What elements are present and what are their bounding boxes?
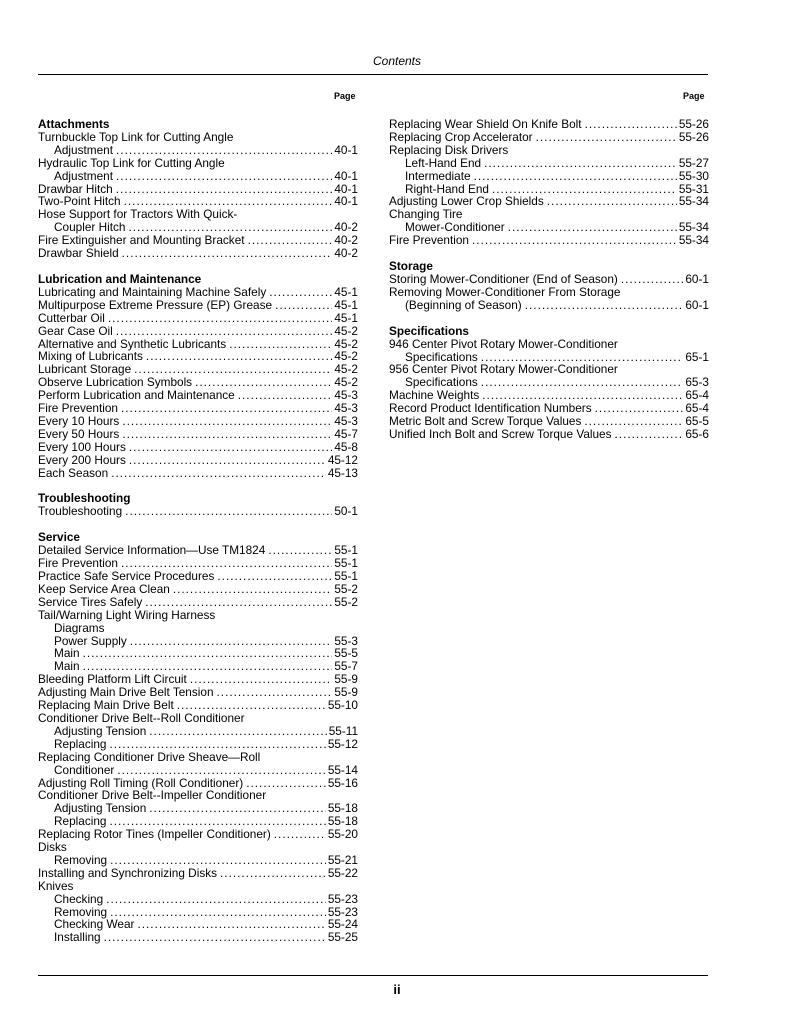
toc-section (389, 118, 709, 247)
dot-leader (269, 286, 332, 299)
toc-page-number: 55-22 (327, 865, 358, 880)
toc-page-number: 65-1 (685, 349, 709, 364)
toc-page-number: 45-1 (334, 310, 358, 325)
toc-entry-title: Fire Prevention (38, 401, 118, 416)
toc-entry[interactable] (38, 609, 358, 622)
toc-page-number: 45-3 (334, 413, 358, 428)
toc-entry[interactable] (38, 622, 358, 635)
toc-entry[interactable] (38, 867, 358, 880)
section-heading: Specifications (389, 323, 469, 338)
toc-page-number: 40-2 (334, 233, 358, 248)
toc-entry[interactable] (389, 234, 709, 247)
toc-page-number: 55-11 (328, 723, 358, 738)
toc-entry[interactable] (38, 828, 358, 841)
dot-leader (116, 325, 333, 338)
dot-leader (621, 273, 684, 286)
toc-entry-title: Adjustment (54, 168, 114, 183)
toc-page-number: 40-1 (334, 194, 358, 209)
dot-leader (110, 854, 326, 867)
toc-entry-title: Bleeding Platform Lift Circuit (38, 672, 187, 687)
toc-entry-title: Drawbar Hitch (38, 181, 113, 196)
toc-entry[interactable] (38, 505, 358, 518)
dot-leader (472, 234, 677, 247)
toc-entry-title: Observe Lubrication Symbols (38, 375, 193, 390)
toc-entry-title: Drawbar Shield (38, 246, 119, 261)
toc-entry-title: Multipurpose Extreme Pressure (EP) Grease (38, 297, 273, 312)
toc-entry-title: Alternative and Synthetic Lubricants (38, 336, 227, 351)
dot-leader (145, 596, 332, 609)
toc-page-number: 55-20 (327, 827, 358, 842)
toc-page-number: 55-14 (327, 762, 358, 777)
toc-page-number: 55-12 (327, 736, 358, 751)
toc-page-number: 45-3 (334, 401, 358, 416)
dot-leader (146, 350, 332, 363)
toc-entry-title: Every 200 Hours (38, 452, 126, 467)
toc-entry-title: Fire Extinguisher and Mounting Bracket (38, 233, 245, 248)
toc-entry[interactable] (38, 144, 358, 157)
toc-column-right (389, 118, 709, 441)
toc-entry-title: Checking (54, 891, 104, 906)
toc-page-number: 55-23 (327, 904, 358, 919)
toc-entry-title: Diagrams (54, 620, 105, 635)
dot-leader (122, 415, 332, 428)
toc-entry-title: Adjusting Main Drive Belt Tension (38, 685, 214, 700)
toc-entry-title: Conditioner (54, 762, 115, 777)
dot-leader (149, 802, 326, 815)
dot-leader (137, 918, 325, 931)
toc-page-number: 45-2 (334, 323, 358, 338)
toc-entry[interactable] (38, 596, 358, 609)
toc-page-number: 55-3 (334, 633, 358, 648)
toc-page-number: 45-2 (334, 349, 358, 364)
toc-page-number: 55-9 (334, 685, 358, 700)
toc-page-number: 55-1 (334, 556, 358, 571)
toc-page-number: 65-3 (685, 375, 709, 390)
toc-section (38, 492, 358, 518)
toc-entry[interactable] (389, 273, 709, 286)
toc-entry-title: Adjusting Tension (54, 801, 147, 816)
toc-entry-title: Changing Tire (389, 207, 463, 222)
dot-leader (508, 221, 677, 234)
dot-leader (117, 764, 325, 777)
toc-page-number: 45-3 (334, 388, 358, 403)
toc-entry-title: Hydraulic Top Link for Cutting Angle (38, 155, 225, 170)
toc-page-number: 60-1 (685, 271, 709, 286)
toc-page-number: 65-6 (685, 426, 709, 441)
toc-entry-title: Checking Wear (54, 917, 135, 932)
toc-entry-title: Main (54, 646, 80, 661)
toc-entry[interactable] (38, 854, 358, 867)
dot-leader (474, 170, 677, 183)
dot-leader (584, 415, 683, 428)
toc-page-number: 55-34 (678, 194, 709, 209)
toc-entry-title: Each Season (38, 465, 109, 480)
dot-leader (217, 570, 332, 583)
toc-page-number: 55-1 (334, 569, 358, 583)
toc-entry-title: Intermediate (405, 168, 471, 183)
toc-entry-title: Mixing of Lubricants (38, 349, 143, 364)
toc-entry-title: Knives (38, 878, 74, 893)
toc-entry[interactable] (38, 893, 358, 906)
toc-page-number: 45-7 (334, 426, 358, 441)
toc-entry[interactable] (389, 415, 709, 428)
toc-page-number: 55-27 (678, 155, 709, 170)
toc-page-number: 40-1 (334, 142, 358, 157)
toc-entry-title: Practice Safe Service Procedures (38, 569, 215, 583)
dot-leader (129, 454, 326, 467)
toc-entry-title: Every 10 Hours (38, 413, 120, 428)
toc-column-left (38, 118, 358, 944)
toc-entry[interactable] (38, 647, 358, 660)
dot-leader (106, 893, 326, 906)
toc-entry-title: Replacing Crop Accelerator (389, 129, 533, 144)
toc-page-number: 55-5 (334, 646, 358, 661)
toc-entry[interactable] (38, 428, 358, 441)
toc-entry-title: Hose Support for Tractors With Quick- (38, 207, 238, 222)
toc-entry[interactable] (38, 299, 358, 312)
dot-leader (217, 686, 333, 699)
footer-rule (38, 975, 708, 976)
toc-entry[interactable] (38, 247, 358, 260)
dot-leader (104, 931, 326, 944)
toc-entry[interactable] (38, 312, 358, 325)
toc-page-number: 55-16 (327, 775, 358, 790)
toc-entry[interactable] (389, 144, 709, 157)
dot-leader (116, 144, 332, 157)
dot-leader (111, 467, 326, 480)
toc-page-number: 40-1 (334, 181, 358, 196)
toc-entry-title: Service Tires Safely (38, 594, 143, 609)
toc-page-number: 40-1 (334, 168, 358, 183)
toc-entry[interactable] (38, 880, 358, 893)
toc-page-number: 65-4 (685, 401, 709, 416)
toc-entry-title: 946 Center Pivot Rotary Mower-Conditioner (389, 336, 618, 351)
toc-entry[interactable] (389, 428, 709, 441)
dot-leader (238, 389, 333, 402)
toc-entry[interactable] (38, 931, 358, 944)
running-header-title: Contents (372, 54, 422, 68)
toc-entry-title: 956 Center Pivot Rotary Mower-Conditioner (389, 362, 618, 377)
toc-entry-title: Replacing Conditioner Drive Sheave—Roll (38, 749, 261, 764)
toc-page-number: 55-21 (327, 852, 358, 867)
toc-entry-title: Replacing Rotor Tines (Impeller Conditioner) (38, 827, 271, 842)
dot-leader (149, 725, 326, 738)
toc-page-number: 55-9 (334, 672, 358, 687)
toc-entry-title: Installing and Synchronizing Disks (38, 865, 218, 880)
toc-page-number: 55-2 (334, 581, 358, 596)
toc-entry-title: Removing (54, 904, 108, 919)
toc-entry[interactable] (38, 570, 358, 583)
page-column-label-left: Page (334, 91, 356, 101)
toc-page-number: 65-4 (685, 388, 709, 403)
toc-entry-title: Lubricant Storage (38, 362, 132, 377)
toc-entry[interactable] (38, 751, 358, 764)
dot-leader (481, 376, 684, 389)
dot-leader (110, 906, 326, 919)
toc-entry-title: Specifications (405, 375, 478, 390)
toc-page-number: 45-2 (334, 375, 358, 390)
toc-entry[interactable] (389, 299, 709, 312)
toc-entry[interactable] (389, 157, 709, 170)
dot-leader (108, 312, 333, 325)
dot-leader (122, 247, 333, 260)
toc-entry[interactable] (38, 583, 358, 596)
toc-entry[interactable] (389, 286, 709, 299)
toc-entry[interactable] (38, 325, 358, 338)
toc-entry[interactable] (38, 131, 358, 144)
toc-entry-title: Adjusting Tension (54, 723, 147, 738)
toc-entry-title: Two-Point Hitch (38, 194, 121, 209)
toc-entry[interactable] (38, 635, 358, 648)
dot-leader (525, 299, 684, 312)
toc-section (38, 118, 358, 260)
toc-entry-title: Troubleshooting (38, 504, 123, 519)
toc-entry[interactable] (389, 170, 709, 183)
section-heading: Storage (389, 259, 433, 274)
toc-page-number: 45-1 (334, 297, 358, 312)
toc-entry-title: Tail/Warning Light Wiring Harness (38, 607, 216, 622)
toc-page-number: 45-12 (327, 452, 358, 467)
dot-leader (547, 195, 677, 208)
page-column-label-right: Page (683, 91, 705, 101)
toc-entry-title: Specifications (405, 349, 478, 364)
toc-page-number: 55-30 (678, 168, 709, 183)
toc-entry-title: Right-Hand End (405, 181, 489, 196)
dot-leader (130, 635, 333, 648)
toc-entry-title: Machine Weights (389, 388, 480, 403)
toc-page-number: 55-10 (327, 698, 358, 713)
toc-page-number: 40-2 (334, 220, 358, 235)
toc-entry-title: Replacing (54, 736, 107, 751)
dot-leader (125, 505, 332, 518)
toc-page-number: 55-34 (678, 220, 709, 235)
toc-entry-title: Every 100 Hours (38, 439, 126, 454)
toc-entry-title: Adjusting Lower Crop Shields (389, 194, 544, 209)
dot-leader (268, 544, 332, 557)
toc-entry-title: Conditioner Drive Belt--Impeller Conditioner (38, 788, 267, 803)
toc-page-number: 55-1 (334, 543, 358, 558)
toc-entry-title: Installing (54, 930, 101, 945)
toc-entry[interactable] (38, 467, 358, 480)
toc-entry[interactable] (38, 402, 358, 415)
toc-page-number: 55-26 (678, 117, 709, 131)
section-heading: Troubleshooting (38, 491, 131, 506)
toc-entry-title: Gear Case Oil (38, 323, 113, 338)
toc-entry[interactable] (38, 157, 358, 170)
toc-page-number: 55-26 (678, 129, 709, 144)
dot-leader (109, 738, 325, 751)
page-folio: ii (393, 982, 401, 997)
toc-entry-title: (Beginning of Season) (405, 297, 522, 312)
toc-entry[interactable] (38, 841, 358, 854)
section-heading: Attachments (38, 117, 110, 131)
header-rule (38, 74, 708, 75)
toc-entry-title: Perform Lubrication and Maintenance (38, 388, 235, 403)
toc-page-number: 65-5 (685, 414, 709, 429)
toc-section (389, 325, 709, 441)
toc-entry[interactable] (38, 764, 358, 777)
toc-entry-title: Replacing Wear Shield On Knife Bolt (389, 117, 582, 131)
toc-page-number: 55-7 (334, 659, 358, 674)
toc-page-number: 45-13 (327, 465, 358, 480)
dot-leader (615, 428, 684, 441)
toc-entry-title: Replacing Disk Drivers (389, 142, 509, 157)
toc-page-number: 40-2 (334, 246, 358, 261)
toc-section (38, 531, 358, 944)
toc-section (389, 260, 709, 312)
toc-entry-title: Left-Hand End (405, 155, 482, 170)
toc-entry-title: Removing (54, 852, 108, 867)
section-heading: Service (38, 530, 80, 545)
toc-page-number: 45-8 (334, 439, 358, 454)
toc-entry-title: Cutterbar Oil (38, 310, 105, 325)
dot-leader (121, 402, 332, 415)
toc-entry-title: Detailed Service Information—Use TM1824 (38, 543, 266, 558)
toc-page-number: 55-18 (327, 814, 358, 829)
dot-leader (248, 234, 333, 247)
toc-page-number: 60-1 (685, 297, 709, 312)
toc-entry-title: Lubricating and Maintaining Machine Safely (38, 284, 267, 299)
dot-leader (274, 828, 326, 841)
toc-page-number: 55-23 (327, 891, 358, 906)
toc-entry-title: Keep Service Area Clean (38, 581, 170, 596)
toc-entry[interactable] (389, 118, 709, 131)
toc-entry[interactable] (38, 738, 358, 751)
toc-entry[interactable] (38, 454, 358, 467)
dot-leader (173, 583, 333, 596)
toc-page-number: 55-34 (678, 233, 709, 248)
toc-entry-title: Every 50 Hours (38, 426, 120, 441)
toc-entry-title: Power Supply (54, 633, 127, 648)
toc-entry-title: Mower-Conditioner (405, 220, 505, 235)
toc-entry[interactable] (38, 170, 358, 183)
toc-entry[interactable] (38, 286, 358, 299)
dot-leader (275, 299, 332, 312)
toc-entry-title: Disks (38, 840, 67, 855)
dot-leader (229, 338, 332, 351)
toc-entry-title: Metric Bolt and Screw Torque Values (389, 414, 582, 429)
dot-leader (122, 428, 332, 441)
toc-page-number: 55-24 (327, 917, 358, 932)
toc-page-number: 55-31 (678, 181, 709, 196)
dot-leader (585, 118, 677, 131)
toc-entry-title: Adjusting Roll Timing (Roll Conditioner) (38, 775, 244, 790)
toc-entry-title: Record Product Identification Numbers (389, 401, 592, 416)
toc-entry[interactable] (389, 338, 709, 351)
dot-leader (595, 402, 684, 415)
toc-page-number: 45-1 (334, 284, 358, 299)
toc-page-number: 45-2 (334, 362, 358, 377)
toc-entry-title: Storing Mower-Conditioner (End of Season) (389, 271, 618, 286)
dot-leader (116, 170, 332, 183)
toc-page-number: 55-25 (327, 930, 358, 945)
toc-section (38, 273, 358, 480)
toc-entry[interactable] (38, 441, 358, 454)
toc-entry-title: Removing Mower-Conditioner From Storage (389, 284, 621, 299)
toc-entry[interactable] (389, 131, 709, 144)
toc-page-number: 45-2 (334, 336, 358, 351)
toc-entry-title: Main (54, 659, 80, 674)
toc-entry-title: Coupler Hitch (54, 220, 126, 235)
toc-entry-title: Replacing (54, 814, 107, 829)
dot-leader (220, 867, 326, 880)
toc-entry-title: Conditioner Drive Belt--Roll Conditioner (38, 710, 245, 725)
dot-leader (536, 131, 677, 144)
toc-page-number: 55-2 (334, 594, 358, 609)
dot-leader (484, 157, 677, 170)
dot-leader (129, 441, 333, 454)
toc-page-number: 55-18 (327, 801, 358, 816)
toc-entry-title: Fire Prevention (389, 233, 469, 248)
toc-entry-title: Unified Inch Bolt and Screw Torque Values (389, 426, 612, 441)
toc-entry-title: Turnbuckle Top Link for Cutting Angle (38, 129, 234, 144)
toc-entry-title: Fire Prevention (38, 556, 118, 571)
dot-leader (83, 647, 333, 660)
toc-entry-title: Adjustment (54, 142, 114, 157)
toc-entry-title: Replacing Main Drive Belt (38, 698, 174, 713)
dot-leader (116, 183, 333, 196)
toc-entry[interactable] (38, 415, 358, 428)
section-heading: Lubrication and Maintenance (38, 271, 202, 286)
toc-entry[interactable] (38, 725, 358, 738)
toc-entry[interactable] (38, 712, 358, 725)
toc-page-number: 50-1 (334, 504, 358, 519)
